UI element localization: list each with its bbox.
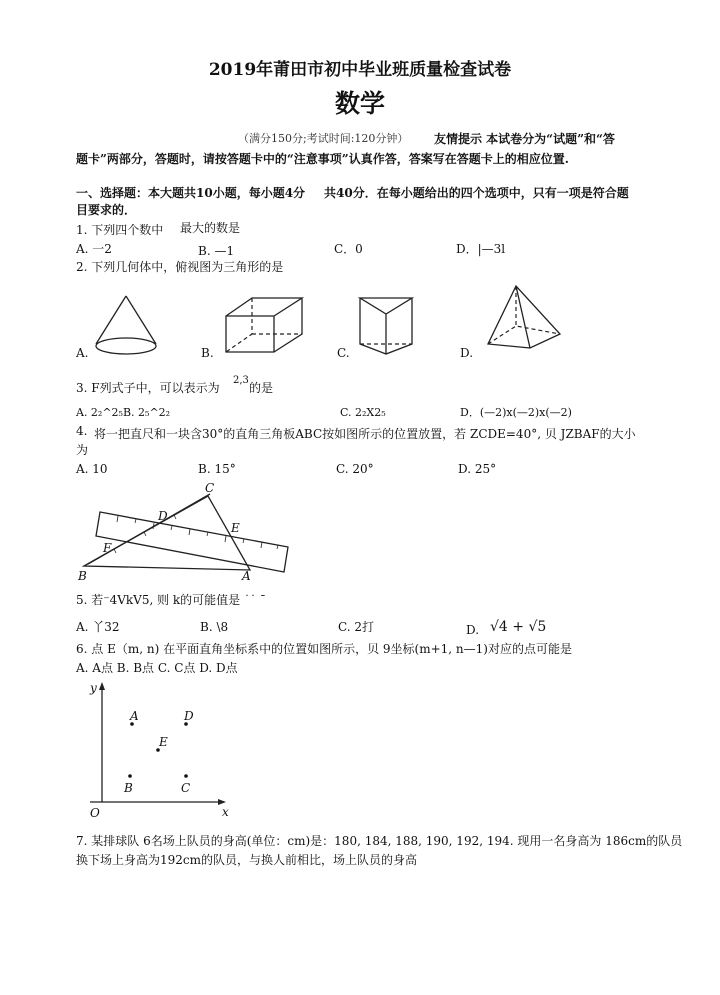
q1-option-c: C．0: [334, 242, 363, 256]
q3-option-d: D．(—2)x(—2)x(—2): [460, 406, 572, 419]
q6-origin-label: O: [90, 806, 100, 820]
q4-option-d: D. 25°: [458, 462, 497, 476]
q4-label-d: D: [158, 509, 168, 523]
q1-option-a: A. 一2: [76, 242, 112, 256]
q2-figure-pyramid: [484, 282, 564, 354]
q3-stem: 3. F列式子中，可以表示为: [76, 381, 220, 395]
q6-figure-coordinate-plane: [84, 680, 234, 826]
exam-note-line2: 题卡”两部分，答题时，请按答题卡中的“注意事项”认真作答，答案写在答题卡上的相应位置.: [76, 152, 569, 166]
q4-label-b: B: [78, 569, 87, 583]
q4-label-e: E: [231, 521, 240, 535]
exam-note-time: （满分150分;考试时间:120分钟）: [238, 132, 409, 145]
q6-point-c: C: [181, 781, 191, 795]
q4-option-a: A. 10: [76, 462, 108, 476]
q6-point-b: B: [124, 781, 133, 795]
q4-stem-cont: 为: [76, 443, 89, 457]
q7-stem-line2: 换下场上身高为192cm的队员，与换人前相比，场上队员的身高: [76, 853, 418, 867]
q2-option-a: A.: [76, 346, 89, 360]
q4-label-f: F: [103, 541, 112, 555]
q6-point-d: D: [184, 709, 194, 723]
q2-figure-cone: [90, 292, 162, 362]
q1-stem-cont: 最大的数是: [180, 221, 241, 235]
q4-figure-ruler-triangle: [74, 482, 296, 582]
q5-option-c: C. 2打: [338, 620, 375, 634]
q4-label-c: C: [205, 481, 215, 495]
q3-option-c: C. 2₂X2₅: [340, 406, 386, 419]
section-heading-line2: 目要求的．: [76, 203, 137, 217]
q1-option-d: D．|—3l: [456, 242, 506, 256]
q6-stem: 6. 点 E（m, n) 在平面直角坐标系中的位置如图所示，贝 9坐标(m+1, n—1)对应的点可能是: [76, 642, 572, 656]
q5-option-b: B. \8: [200, 620, 229, 634]
q7-stem-line1: 7. 某排球队 6名场上队员的身高(单位：cm)是：180, 184, 188, 190, 192, 194. 现用一名身高为 186cm的队员: [76, 834, 683, 848]
q2-figure-prism: [356, 292, 418, 358]
q2-option-c: C.: [337, 346, 350, 360]
q1-stem: 1. 下列四个数中: [76, 223, 164, 237]
q5-option-a: A. 丫32: [76, 620, 120, 634]
q4-number: 4.: [76, 424, 88, 438]
q4-stem: 将一把直尺和一块含30°的直角三角板ABC按如图所示的位置放置，若 ZCDE=40°, 贝 JZBAF的大小: [94, 427, 636, 441]
subject-title: 数学: [334, 89, 385, 118]
q3-option-ab: A. 2₂^2₅B. 2₅^2₂: [76, 406, 171, 419]
q4-option-b: B. 15°: [198, 462, 236, 476]
q2-figure-cuboid: [222, 294, 312, 356]
q2-stem: 2. 下列几何体中，俯视图为三角形的是: [76, 260, 284, 274]
exam-title: 2019年莆田市初中毕业班质量检查试卷: [208, 60, 512, 80]
section-heading: 一、选择题：本大题共10小题，每小题4分: [76, 186, 306, 200]
q6-axis-x-label: x: [222, 805, 229, 819]
q3-stem-cont: 的是: [249, 381, 274, 395]
q2-option-d: D.: [460, 346, 474, 360]
q5-stem: 5. 若⁻4VkV5, 则 k的可能值是 ˙˙ ¯: [76, 593, 266, 607]
q5-option-d-expr: √4 + √5: [490, 619, 547, 635]
q6-point-e: E: [159, 735, 168, 749]
q6-axis-y-label: y: [90, 681, 97, 695]
q3-stem-sup: 2,3: [233, 375, 249, 386]
exam-note-tip: 友情提示 本试卷分为“试题”和“答: [434, 132, 615, 146]
section-heading-cont: 共40分．在每小题给出的四个选项中，只有一项是符合题: [324, 186, 629, 200]
q4-label-a: A: [242, 569, 251, 583]
q4-option-c: C. 20°: [336, 462, 374, 476]
q6-options: A. A点 B. B点 C. C点 D. D点: [76, 661, 238, 675]
q6-point-a: A: [130, 709, 139, 723]
q2-option-b: B.: [201, 346, 214, 360]
q5-option-d: D.: [466, 623, 480, 637]
q1-option-b: B. —1: [198, 244, 235, 258]
